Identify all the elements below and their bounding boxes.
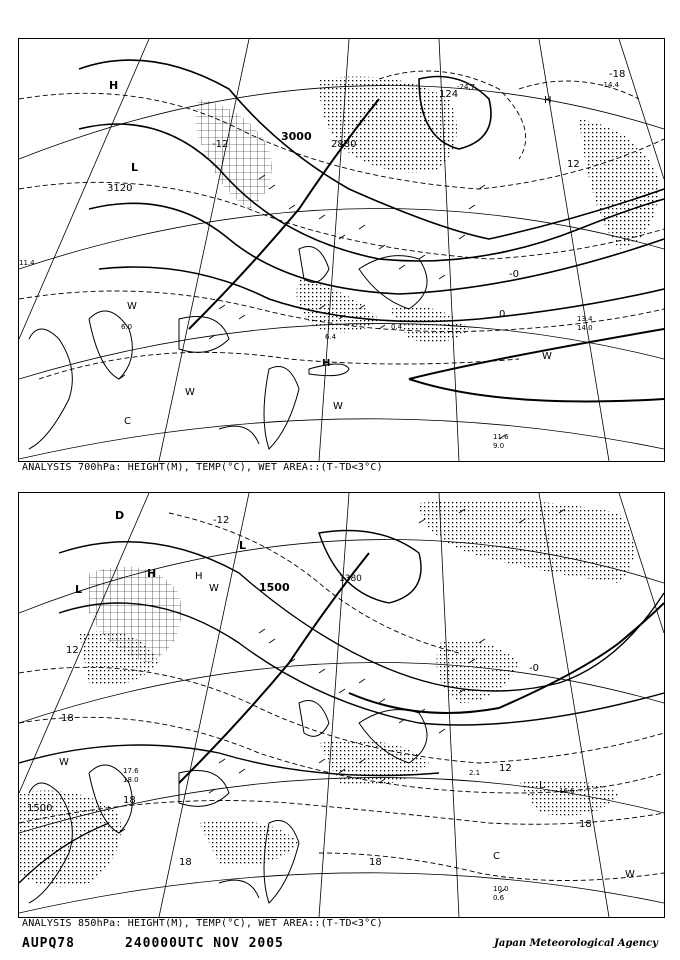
center-label: H (109, 79, 119, 92)
obs-value: 0.6 (493, 894, 505, 902)
obs-value: 2.1 (469, 769, 481, 777)
center-label: W (625, 869, 635, 880)
caption-850hpa: ANALYSIS 850hPa: HEIGHT(M), TEMP(°C), WET AREA::(T-TD<3°C) (22, 918, 383, 929)
wet-area (196, 99, 272, 209)
wet-area (319, 77, 457, 173)
obs-value: 17.6 (123, 767, 139, 775)
caption-700hpa: ANALYSIS 700hPa: HEIGHT(M), TEMP(°C), WET AREA::(T-TD<3°C) (22, 462, 383, 473)
center-label: W (542, 351, 552, 362)
chart-code: AUPQ78 (22, 936, 75, 951)
map-850hpa (18, 492, 665, 918)
temp-label: 12 (66, 645, 79, 656)
center-label: H (195, 571, 203, 582)
wet-area (199, 821, 299, 866)
wet-area (419, 500, 634, 583)
temp-label: -12 (212, 139, 229, 150)
height-label: 2880 (331, 139, 357, 150)
obs-value: 13.4 (577, 315, 593, 323)
temp-label: 0 (499, 309, 506, 320)
map-700hpa-canvas (19, 39, 664, 461)
obs-value: 6.0 (121, 323, 133, 331)
map-700hpa (18, 38, 665, 462)
center-label: H (544, 95, 552, 106)
temp-label: 18 (123, 795, 136, 806)
center-label: L (239, 539, 247, 552)
wet-area (579, 119, 659, 249)
temp-label: -12 (213, 515, 230, 526)
map-850hpa-canvas (19, 493, 664, 917)
obs-value: 0.4 (391, 323, 403, 331)
height-label: 3120 (107, 183, 133, 194)
obs-value: -14.4 (601, 81, 620, 89)
temp-label: 18 (61, 713, 74, 724)
obs-value: 11.6 (493, 433, 509, 441)
obs-value: 16.6 (559, 787, 575, 795)
wet-area (519, 780, 619, 816)
center-label: W (127, 301, 137, 312)
temp-label: -18 (609, 69, 626, 80)
obs-value: -24.7 (457, 83, 476, 91)
obs-value: 9.0 (493, 442, 505, 450)
center-label: W (59, 757, 69, 768)
obs-value: 6.4 (325, 333, 337, 341)
center-label: H (322, 358, 331, 369)
center-label: W (185, 387, 195, 398)
obs-value: 14.0 (577, 324, 593, 332)
height-label: 3000 (281, 130, 312, 143)
analysis-time: 240000UTC NOV 2005 (125, 936, 284, 951)
height-label: 1500 (27, 803, 53, 814)
height-label: 124 (439, 89, 459, 100)
center-label: H (147, 567, 157, 580)
height-label: 1500 (259, 581, 290, 594)
temp-label: -0 (509, 269, 519, 280)
center-label: L (539, 780, 545, 791)
obs-value: 10.0 (493, 885, 509, 893)
temp-label: 18 (579, 819, 592, 830)
agency-name: Japan Meteorological Agency (494, 938, 658, 949)
temp-label: 18 (369, 857, 382, 868)
temp-label: 12 (567, 159, 580, 170)
center-label: L (75, 583, 83, 596)
center-label: W (333, 401, 343, 412)
obs-value: 18.0 (123, 776, 139, 784)
center-label: D (115, 509, 125, 522)
temp-label: 18 (179, 857, 192, 868)
height-label: 1380 (339, 574, 362, 584)
center-label: C (124, 416, 131, 427)
temp-label: 12 (499, 763, 512, 774)
center-label: L (131, 161, 139, 174)
center-label: W (209, 583, 219, 594)
center-label: C (493, 851, 500, 862)
temp-label: -0 (529, 663, 539, 674)
obs-value: 11.4 (19, 259, 35, 267)
